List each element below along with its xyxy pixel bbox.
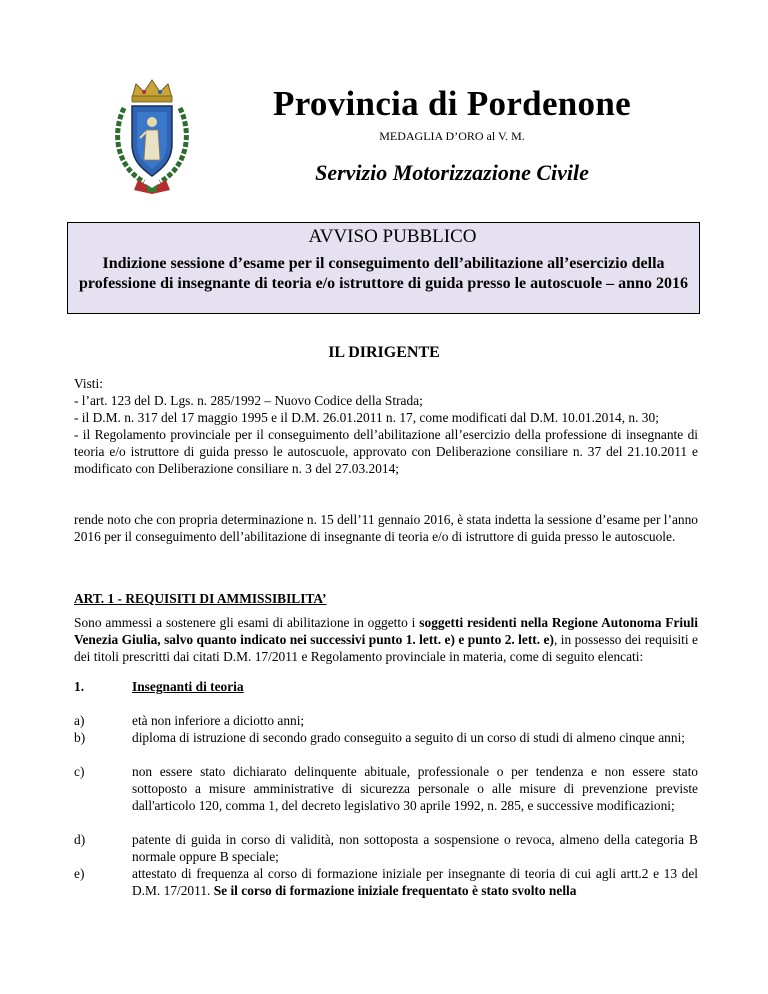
requirement-item [74, 712, 698, 729]
item-letter: d) [74, 832, 86, 847]
art1-intro [74, 614, 698, 665]
medal-subtitle: MEDAGLIA D’ORO al V. M. [379, 129, 525, 143]
item-text: non essere stato dichiarato delinquente abituale, professionale o per tendenza e non essere stato sottoposto a misure amministrative di sicurezza personale o alle misure di prevenzione previste dall'articolo 120, comma 1, del decreto legislativo 30 aprile 1992, n. 285, e successive modificazioni; [132, 764, 698, 813]
art1-intro-text-end: , in possesso dei requisiti e dei titoli prescritti dai citati D.M. 17/2011 e Regolamento provinciale in materia, come di seguito elencati: [74, 632, 698, 664]
requirement-item [74, 729, 698, 746]
dirigente-heading: IL DIRIGENTE [328, 344, 440, 361]
item-text: patente di guida in corso di validità, non sottoposta a sospensione o revoca, almeno della categoria B normale oppure B speciale; [132, 832, 698, 864]
service-title: Servizio Motorizzazione Civile [315, 160, 589, 185]
province-title: Provincia di Pordenone [273, 84, 631, 123]
section-heading [74, 678, 244, 695]
provincia-crest-logo [110, 78, 194, 196]
rende-noto-paragraph: rende noto che con propria determinazione n. 15 dell’11 gennaio 2016, è stata indetta la sessione d’esame per l’anno 2016 per il conseguimento dell’abilitazione di insegnante di teoria e/o di istruttore di guida presso le autoscuole. [74, 512, 698, 544]
notice-title: AVVISO PUBBLICO [308, 226, 477, 247]
visti-item: - il Regolamento provinciale per il conseguimento dell’abilitazione all’esercizio della professione di insegnante di teoria e/o istruttore di guida presso le autoscuole, approvato con Deliberazione consiliare n. 37 del 21.10.2011 e modificato con Deliberazione consiliare n. 3 del 27.03.2014; [74, 427, 698, 476]
item-text: diploma di istruzione di secondo grado conseguito a seguito di un corso di studi di almeno cinque anni; [132, 730, 686, 745]
notice-box [67, 222, 700, 314]
item-text-normal: attestato di frequenza al corso di formazione iniziale per insegnante di teoria di cui agli artt.2 e 13 del D.M. 17/2011. [132, 866, 698, 898]
requirement-item [74, 865, 698, 899]
art1-intro-bold: soggetti residenti nella Regione Autonoma Friuli Venezia Giulia, salvo quanto indicato nei successivi punto 1. lett. e) e punto 2. lett. e) [74, 615, 698, 647]
item-text-bold: Se il corso di formazione iniziale frequentato è stato svolto nella [213, 883, 577, 898]
art1-heading: ART. 1 - REQUISITI DI AMMISSIBILITA’ [74, 591, 327, 606]
item-letter: c) [74, 764, 85, 779]
item-letter: b) [74, 730, 86, 745]
art1-intro-text: Sono ammessi a sostenere gli esami di abilitazione in oggetto i [74, 615, 420, 630]
visti-item: - l’art. 123 del D. Lgs. n. 285/1992 – Nuovo Codice della Strada; [74, 393, 423, 408]
requirement-item [74, 831, 698, 865]
item-text: età non inferiore a diciotto anni; [132, 713, 305, 728]
requirement-item [74, 763, 698, 814]
notice-subtitle: Indizione sessione d’esame per il conseguimento dell’abilitazione all’esercizio della professione di insegnante di teoria e/o istruttore di guida presso le autoscuole – anno 2016 [79, 255, 688, 292]
visti-section [74, 375, 698, 477]
item-text [132, 865, 698, 899]
visti-item: - il D.M. n. 317 del 17 maggio 1995 e il D.M. 26.01.2011 n. 17, come modificati dal D.M. 10.01.2014, n. 30; [74, 410, 659, 425]
section-label: Insegnanti di teoria [132, 679, 244, 694]
visti-heading: Visti: [74, 376, 103, 391]
item-letter: a) [74, 713, 85, 728]
item-letter: e) [74, 866, 85, 881]
section-number: 1. [74, 679, 85, 694]
